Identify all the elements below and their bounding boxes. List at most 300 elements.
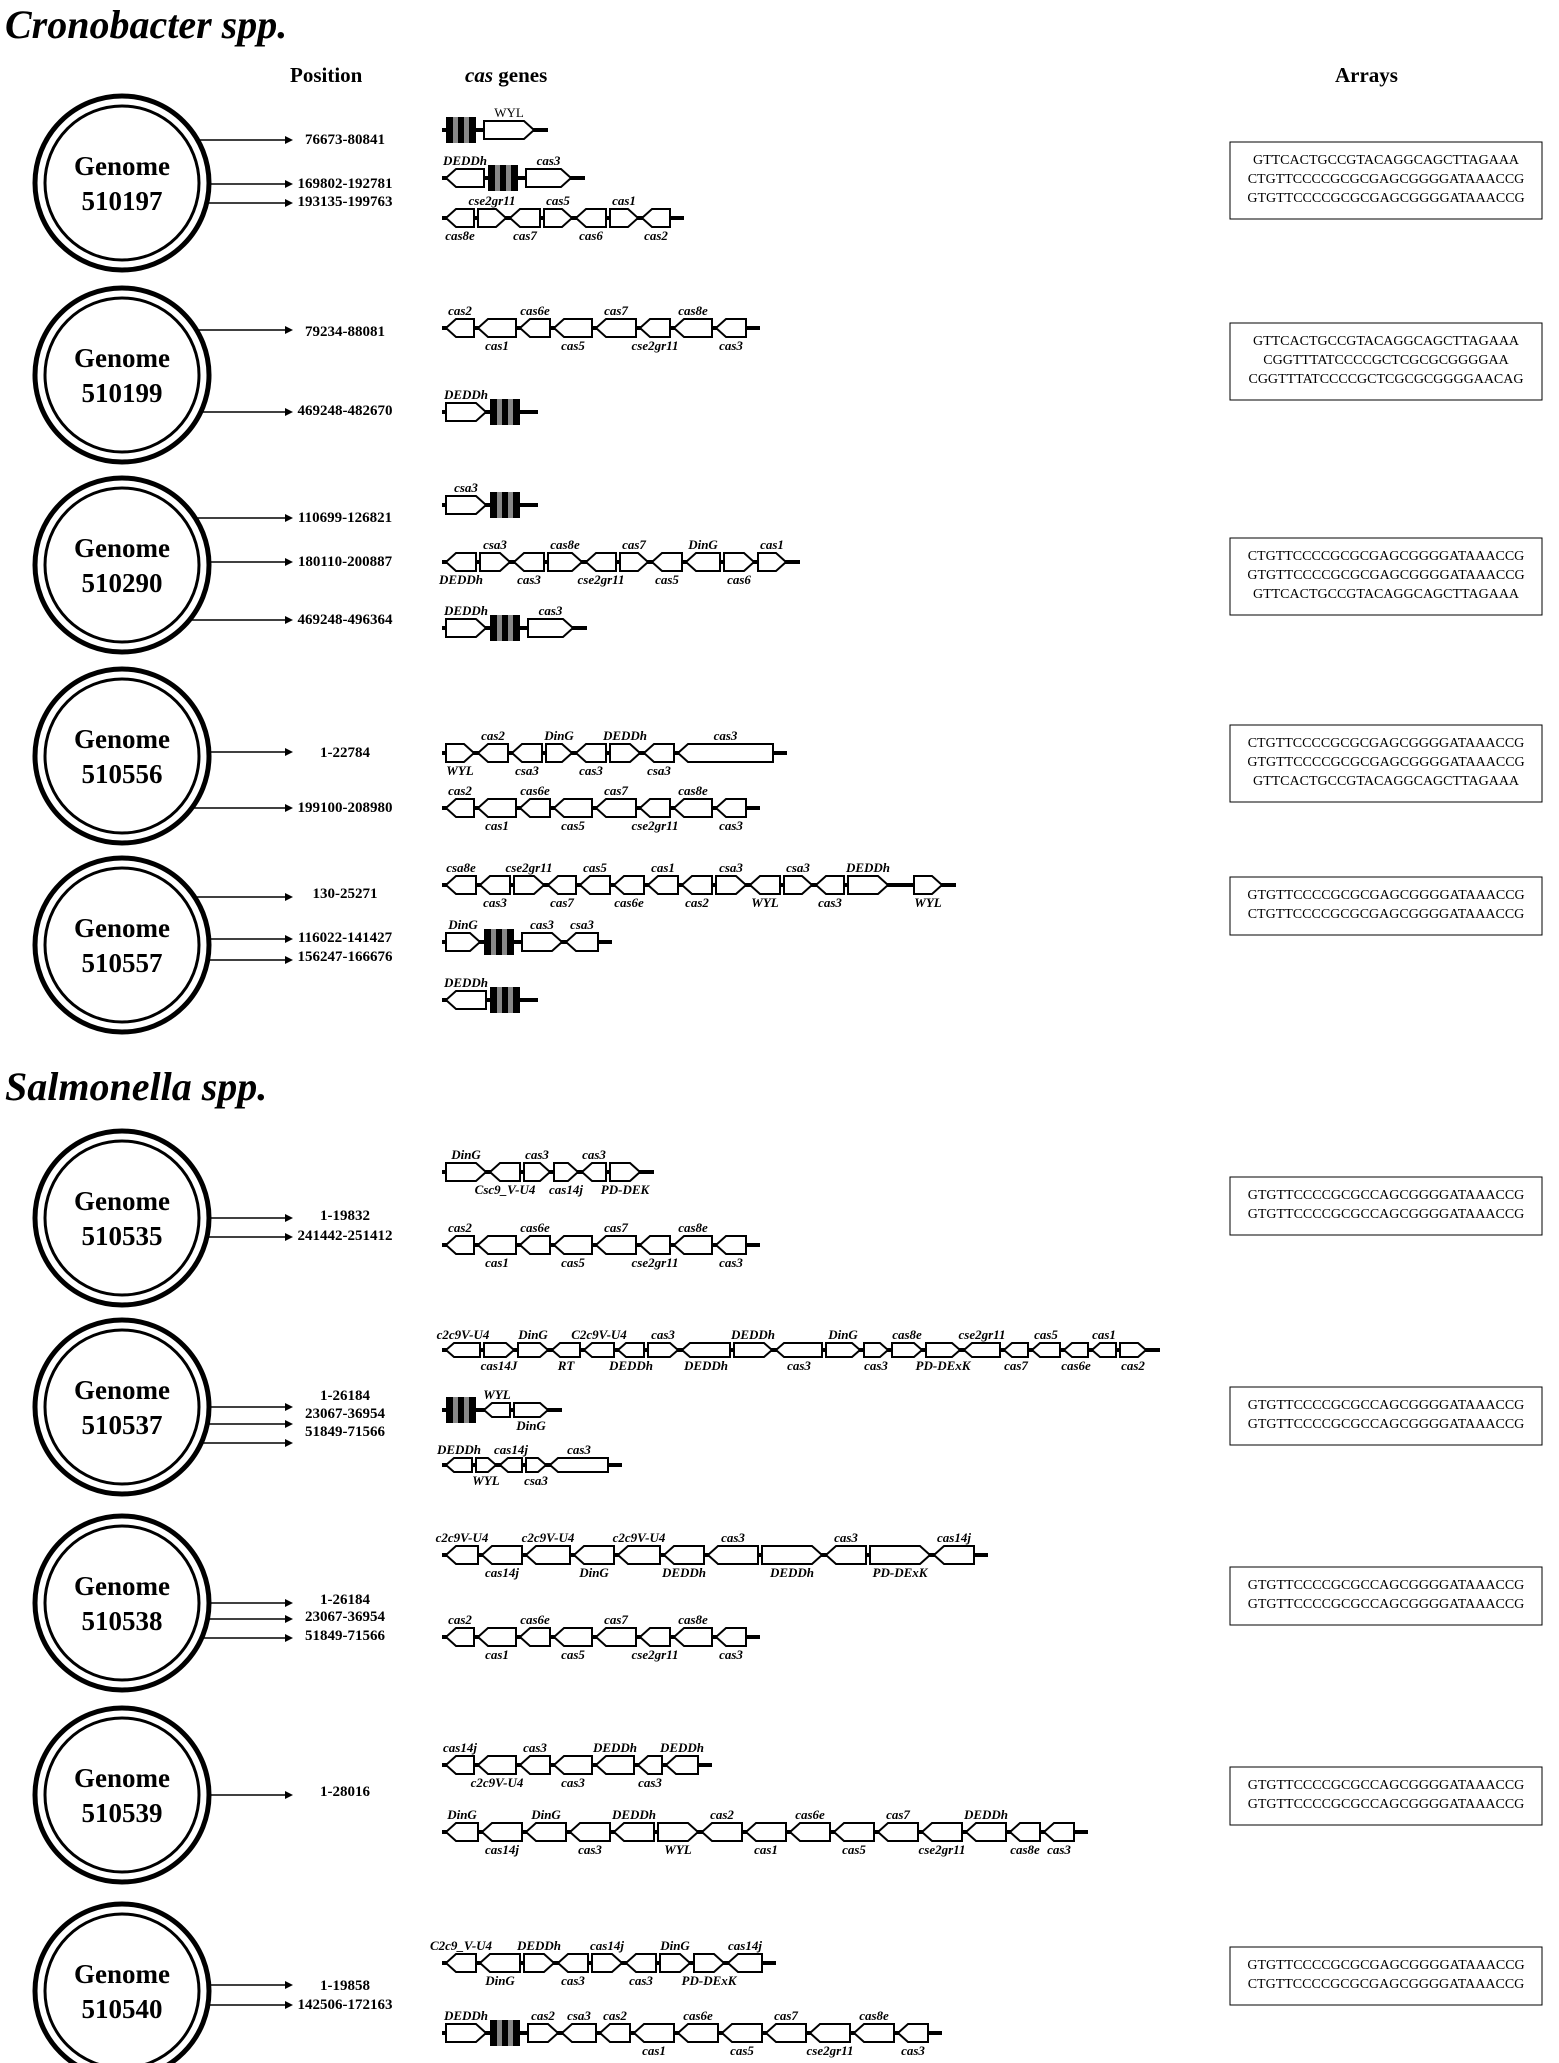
genome-510539-operon-1-gene-3-arrow <box>570 1823 610 1841</box>
genome-510537-operon-0-gene-11-arrow <box>864 1343 888 1357</box>
genome-510539-label: Genome <box>74 1763 170 1793</box>
genome-510539-operon-1-gene-11-arrow <box>922 1823 962 1841</box>
genome-510537-operon-2-gene-4-arrow <box>550 1458 608 1472</box>
genome-510537-operon-0-gene-0-label: c2c9V-U4 <box>436 1327 490 1342</box>
genome-510199 <box>35 288 1542 462</box>
genome-510538-operon-0-gene-9-arrow <box>870 1546 930 1564</box>
genome-510556-operon-1-gene-0-arrow <box>446 799 474 817</box>
genome-510199-operon-0-gene-3-arrow <box>554 319 592 337</box>
genome-510539-operon-1 <box>442 1807 1088 1857</box>
genome-510539-operon-1-gene-6-label: cas2 <box>710 1807 734 1822</box>
genome-510537-operon-0-gene-16-arrow <box>1032 1343 1060 1357</box>
genome-510557-label: Genome <box>74 913 170 943</box>
genome-510538-operon-1-gene-6-label: cas8e <box>678 1612 708 1627</box>
genome-510537-operon-0-gene-19-label: cas2 <box>1121 1358 1145 1373</box>
genome-510537-operon-0-gene-16-label: cas5 <box>1034 1327 1058 1342</box>
genome-510197-operon-0-array-0-block <box>446 117 476 143</box>
genome-510557-operon-1-gene-2-arrow <box>522 933 562 951</box>
genome-510199-operon-1 <box>442 387 538 425</box>
genome-510535-operon-0-gene-1-label: Csc9_V-U4 <box>474 1182 536 1197</box>
genome-510290-operon-0-array-1-spacer-1 <box>497 492 502 518</box>
genome-510199-operon-0 <box>442 303 760 353</box>
genome-510537-operon-0-gene-12-arrow <box>892 1343 922 1357</box>
genome-510556-position-arrowhead-1 <box>285 804 293 812</box>
genome-510535-position-arrowhead-0 <box>285 1214 293 1222</box>
genome-510538-operon-0-gene-0-label: c2c9V-U4 <box>435 1530 489 1545</box>
genome-510557-operon-1-gene-2-label: cas3 <box>530 917 554 932</box>
genome-510535-operon-0-gene-5-arrow <box>610 1163 640 1181</box>
genome-510537-operon-0-gene-13-label: PD-DExK <box>915 1358 971 1373</box>
genome-510535-position-arrowhead-1 <box>285 1233 293 1241</box>
genome-510538-operon-0-gene-10-label: cas14j <box>937 1530 971 1545</box>
genome-510540-operon-1-gene-9-arrow <box>810 2024 850 2042</box>
genome-510539-operon-0 <box>442 1740 712 1790</box>
genome-510537-operon-0-gene-8-label: DEDDh <box>730 1327 776 1342</box>
genome-510540-operon-0-gene-4-arrow <box>592 1954 622 1972</box>
genome-510538-operon-0-gene-3-label: DinG <box>579 1565 609 1580</box>
genome-510537-operon-0-gene-1-arrow <box>484 1343 514 1357</box>
genome-510539-operon-1-gene-7-arrow <box>746 1823 786 1841</box>
genome-510540-operon-1-gene-9-label: cse2gr11 <box>806 2043 854 2058</box>
genome-510539-operon-0-gene-6-label: DEDDh <box>659 1740 705 1755</box>
genome-510199-id: 510199 <box>81 378 163 408</box>
genome-510197-position-1: 169802-192781 <box>297 176 393 192</box>
genome-510199-position-0: 79234-88081 <box>305 324 385 340</box>
genome-510290-operon-2-gene-2-arrow <box>528 619 573 637</box>
genome-510290-operon-0-array-1-spacer-2 <box>508 492 513 518</box>
genome-510540-operon-1 <box>442 2008 942 2058</box>
genome-510537-operon-1-array-0-spacer-2 <box>464 1397 469 1423</box>
genome-510197-operon-2-gene-1-label: cse2gr11 <box>468 193 516 208</box>
genome-510537-operon-2-gene-1-label: WYL <box>472 1473 500 1488</box>
genome-510290-operon-1-gene-0-arrow <box>446 553 476 571</box>
genome-510290-operon-0-gene-0-label: csa3 <box>454 480 478 495</box>
genome-510537-ring-outer <box>35 1320 209 1494</box>
genome-510556-operon-0-gene-7-arrow <box>678 744 773 762</box>
genome-510290-ring-outer <box>35 478 209 652</box>
genome-510556-array-1: GTGTTCCCCGCGCGAGCGGGGATAAACCG <box>1247 755 1525 770</box>
genome-510290-operon-2 <box>442 603 587 641</box>
genome-510557-operon-0-gene-3-label: cas7 <box>550 895 574 910</box>
genome-510535-id: 510535 <box>81 1221 163 1251</box>
genome-510535-ring-inner <box>45 1141 199 1295</box>
genome-510537-operon-2-gene-2-arrow <box>500 1458 522 1472</box>
genome-510539-operon-1-gene-5-arrow <box>658 1823 698 1841</box>
genome-510535-operon-1-gene-3-label: cas5 <box>561 1255 585 1270</box>
genome-510539-operon-0-gene-0-arrow <box>446 1756 474 1774</box>
genome-510537-ring-inner <box>45 1330 199 1484</box>
genome-510557-position-1: 116022-141427 <box>297 930 393 946</box>
genome-510197-position-arrowhead-0 <box>285 136 293 144</box>
genome-510290-operon-2-gene-0-label: DEDDh <box>443 603 489 618</box>
genome-510539-operon-1-gene-10-arrow <box>878 1823 918 1841</box>
genome-510538-operon-0-gene-8-arrow <box>826 1546 866 1564</box>
genome-510539-operon-1-gene-13-label: cas8e <box>1010 1842 1040 1857</box>
genome-510540-operon-1-gene-8-arrow <box>766 2024 806 2042</box>
genome-510537-operon-1-gene-1-arrow <box>484 1403 510 1417</box>
genome-510556-position-0: 1-22784 <box>320 745 370 761</box>
genome-510197-operon-1-array-1-block <box>488 165 518 191</box>
genome-510557-operon-0-gene-8-label: csa3 <box>719 860 743 875</box>
genome-510290 <box>35 478 1542 652</box>
genome-510199-position-1: 469248-482670 <box>297 403 393 419</box>
genome-510290-operon-1-gene-5-label: cas7 <box>622 537 646 552</box>
genome-510537-operon-0-gene-0-arrow <box>446 1343 480 1357</box>
genome-510556-operon-0-gene-6-label: csa3 <box>647 763 671 778</box>
genome-510197-id: 510197 <box>81 186 163 216</box>
genome-510197-array-1: CTGTTCCCCGCGCGAGCGGGGATAAACCG <box>1247 172 1525 187</box>
genome-510540-position-1: 142506-172163 <box>297 1997 393 2013</box>
genome-510537-operon-0-gene-18-label: cas1 <box>1092 1327 1116 1342</box>
genome-510538-operon-0-gene-6-label: cas3 <box>721 1530 745 1545</box>
genome-510535-arrays-box <box>1230 1177 1542 1235</box>
genome-510557-operon-0-gene-10-label: csa3 <box>786 860 810 875</box>
genome-510556-operon-1-gene-1-arrow <box>478 799 516 817</box>
genome-510556-operon-1 <box>442 783 760 833</box>
genome-510557-arrays-box <box>1230 877 1542 935</box>
genome-510537-operon-0-gene-7-arrow <box>682 1343 730 1357</box>
genome-510197-operon-0-array-0-spacer-2 <box>464 117 469 143</box>
genome-510540-operon-0-gene-0-arrow <box>446 1954 476 1972</box>
genome-510538-array-0: GTGTTCCCCGCGCCAGCGGGGATAAACCG <box>1247 1578 1525 1593</box>
genome-510539-operon-1-gene-13-arrow <box>1010 1823 1040 1841</box>
genome-510539-operon-1-gene-14-label: cas3 <box>1047 1842 1071 1857</box>
genome-510556-operon-1-gene-5-label: cse2gr11 <box>631 818 679 833</box>
genome-510290-operon-2-array-1-block <box>490 615 520 641</box>
genome-510538-id: 510538 <box>81 1606 163 1636</box>
genome-510537-operon-1-array-0-block <box>446 1397 476 1423</box>
genome-510539-operon-1-gene-14-arrow <box>1044 1823 1074 1841</box>
genome-510539-operon-1-gene-0-arrow <box>446 1823 478 1841</box>
genome-510290-array-1: GTGTTCCCCGCGCGAGCGGGGATAAACCG <box>1247 568 1525 583</box>
genome-510557-operon-0-gene-9-arrow <box>750 876 780 894</box>
genome-510197-operon-1-gene-0-arrow <box>446 169 484 187</box>
genome-510199-operon-0-gene-1-label: cas1 <box>485 338 509 353</box>
genome-510197-operon-2-gene-2-arrow <box>510 209 540 227</box>
genome-510537-operon-0-gene-18-arrow <box>1092 1343 1116 1357</box>
genome-510539-operon-1-gene-9-label: cas5 <box>842 1842 866 1857</box>
genome-510540-operon-1-gene-11-arrow <box>898 2024 928 2042</box>
genome-510290-label: Genome <box>74 533 170 563</box>
genome-510538-operon-1-gene-7-label: cas3 <box>719 1647 743 1662</box>
genome-510557-operon-2-array-1-block <box>490 987 520 1013</box>
genome-510290-operon-1-gene-8-label: cas6 <box>727 572 751 587</box>
genome-510539-operon-0-gene-2-label: cas3 <box>523 1740 547 1755</box>
genome-510556-array-0: CTGTTCCCCGCGCGAGCGGGGATAAACCG <box>1247 736 1525 751</box>
genome-510557-position-2: 156247-166676 <box>297 949 393 965</box>
genome-510557-operon-0-gene-7-label: cas2 <box>685 895 709 910</box>
genome-510290-operon-0-gene-0-arrow <box>446 496 486 514</box>
genome-510539-operon-1-gene-2-arrow <box>526 1823 566 1841</box>
genome-510538-array-1: GTGTTCCCCGCGCCAGCGGGGATAAACCG <box>1247 1597 1525 1612</box>
genome-510290-operon-0 <box>442 480 538 518</box>
genome-510535-ring-outer <box>35 1131 209 1305</box>
genome-510539-operon-1-gene-0-label: DinG <box>447 1807 477 1822</box>
genome-510199-operon-1-gene-0-label: DEDDh <box>443 387 489 402</box>
genome-510199-operon-0-gene-3-label: cas5 <box>561 338 585 353</box>
genome-510540-operon-1-gene-8-label: cas7 <box>774 2008 798 2023</box>
genome-510538-operon-1-gene-3-arrow <box>554 1628 592 1646</box>
genome-510197-operon-2 <box>442 193 684 243</box>
genome-510197-operon-2-gene-0-label: cas8e <box>445 228 475 243</box>
genome-510199-operon-0-gene-6-label: cas8e <box>678 303 708 318</box>
genome-510557-operon-1 <box>442 917 612 955</box>
genome-510557-position-arrowhead-1 <box>285 935 293 943</box>
genome-510539-operon-0-gene-2-arrow <box>520 1756 550 1774</box>
genome-510556-operon-0-gene-7-label: cas3 <box>713 728 738 743</box>
genome-510557-operon-0-gene-3-arrow <box>548 876 576 894</box>
genome-510290-position-arrowhead-0 <box>285 514 293 522</box>
genome-510197-ring-outer <box>35 96 209 270</box>
genome-510539-operon-1-gene-6-arrow <box>702 1823 742 1841</box>
genome-510540-operon-1-gene-10-label: cas8e <box>859 2008 889 2023</box>
genome-510535-operon-1-gene-7-label: cas3 <box>719 1255 743 1270</box>
genome-510290-operon-2-array-1-spacer-1 <box>497 615 502 641</box>
genome-510537-operon-0-gene-11-label: cas3 <box>864 1358 888 1373</box>
genome-510557-operon-0-gene-5-arrow <box>614 876 644 894</box>
genome-510557-operon-0-gene-12-arrow <box>848 876 888 894</box>
genome-510199-position-arrowhead-0 <box>285 326 293 334</box>
genome-510538-operon-1-gene-1-label: cas1 <box>485 1647 509 1662</box>
genome-510538-operon-1-gene-6-arrow <box>674 1628 712 1646</box>
genome-510535-operon-1-gene-2-arrow <box>520 1236 550 1254</box>
genome-510537-operon-0-gene-7-label: DEDDh <box>683 1358 729 1373</box>
genome-510537-operon-0-gene-12-label: cas8e <box>892 1327 922 1342</box>
genome-510535-operon-1 <box>442 1220 760 1270</box>
genome-510535-operon-0-gene-0-label: DinG <box>451 1147 481 1162</box>
genome-510199-array-1: CGGTTTATCCCCGCTCGCGCGGGGAA <box>1263 353 1509 368</box>
genome-510557-position-arrowhead-0 <box>285 893 293 901</box>
genome-510539-operon-1-gene-8-arrow <box>790 1823 830 1841</box>
genome-510539-operon-0-gene-4-arrow <box>596 1756 634 1774</box>
genome-510557-operon-0 <box>442 860 956 910</box>
genome-510197-position-arrowhead-1 <box>285 180 293 188</box>
genome-510557 <box>35 858 1542 1032</box>
genome-510539-operon-1-gene-3-label: cas3 <box>578 1842 602 1857</box>
genome-510537-operon-1-gene-2-label: DinG <box>516 1418 546 1433</box>
genome-510199-operon-0-gene-5-label: cse2gr11 <box>631 338 679 353</box>
genome-510540-operon-0-gene-3-label: cas3 <box>561 1973 585 1988</box>
genome-510556-operon-0-gene-3-arrow <box>546 744 572 762</box>
genome-510556-operon-1-gene-7-label: cas3 <box>719 818 743 833</box>
genome-510557-operon-0-gene-2-arrow <box>514 876 544 894</box>
genome-510290-id: 510290 <box>81 568 163 598</box>
genome-510290-operon-1-gene-2-arrow <box>514 553 544 571</box>
genome-510538-operon-1-gene-3-label: cas5 <box>561 1647 585 1662</box>
genome-510199-operon-0-gene-4-label: cas7 <box>604 303 628 318</box>
genome-510557-ring-inner <box>45 868 199 1022</box>
genome-510197-label: Genome <box>74 151 170 181</box>
genome-510197-operon-1-gene-2-label: cas3 <box>536 153 561 168</box>
genome-510537-operon-0-gene-17-label: cas6e <box>1061 1358 1091 1373</box>
genome-510537-label: Genome <box>74 1375 170 1405</box>
genome-510540-position-0: 1-19858 <box>320 1978 370 1994</box>
genome-510537-position-2: 51849-71566 <box>305 1424 385 1440</box>
genome-510540-operon-0-gene-3-arrow <box>558 1954 588 1972</box>
genome-510535-operon-1-gene-1-label: cas1 <box>485 1255 509 1270</box>
genome-510538-operon-0-gene-4-label: c2c9V-U4 <box>612 1530 666 1545</box>
genome-510557-operon-0-gene-11-label: cas3 <box>818 895 842 910</box>
genome-510540-operon-1-gene-3-label: csa3 <box>567 2008 591 2023</box>
column-header-position: Position <box>290 63 363 87</box>
genome-510537-operon-2-gene-0-label: DEDDh <box>436 1442 482 1457</box>
genome-510539-ring-outer <box>35 1708 209 1882</box>
genome-510557-operon-2-gene-0-arrow <box>446 991 486 1009</box>
genome-510199-ring-outer <box>35 288 209 462</box>
genome-510290-operon-2-gene-2-label: cas3 <box>538 603 563 618</box>
genome-510540-operon-0-gene-2-arrow <box>524 1954 554 1972</box>
genome-510290-position-0: 110699-126821 <box>297 510 393 526</box>
genome-510197-operon-1-array-1-spacer-2 <box>506 165 511 191</box>
genome-510540-operon-1-gene-6-label: cas6e <box>683 2008 713 2023</box>
genome-510537-operon-2-gene-3-arrow <box>526 1458 546 1472</box>
genome-510557-operon-0-gene-0-arrow <box>446 876 476 894</box>
genome-510557-position-0: 130-25271 <box>312 886 378 902</box>
genome-510537-operon-2-gene-4-label: cas3 <box>567 1442 591 1457</box>
genome-510539-operon-0-gene-3-arrow <box>554 1756 592 1774</box>
genome-510537-operon-1 <box>442 1387 562 1433</box>
genome-510540-operon-0-gene-2-label: DEDDh <box>516 1938 562 1953</box>
genome-510538-operon-0-gene-5-label: DEDDh <box>661 1565 707 1580</box>
genome-510540-label: Genome <box>74 1959 170 1989</box>
genome-510197-operon-1-gene-0-label: DEDDh <box>442 153 488 168</box>
genome-510539-array-1: GTGTTCCCCGCGCCAGCGGGGATAAACCG <box>1247 1797 1525 1812</box>
genome-510199-operon-0-gene-5-arrow <box>640 319 670 337</box>
genome-510539-operon-0-gene-6-arrow <box>666 1756 698 1774</box>
genome-510535-operon-0-gene-3-label: cas14j <box>549 1182 583 1197</box>
genome-510537-position-arrowhead-1 <box>285 1420 293 1428</box>
genome-510197-ring-inner <box>45 106 199 260</box>
genome-510537-operon-0-gene-10-label: DinG <box>828 1327 858 1342</box>
genome-510197-position-0: 76673-80841 <box>305 132 385 148</box>
genome-510290-position-arrowhead-1 <box>285 558 293 566</box>
genome-510540-operon-1-gene-7-arrow <box>722 2024 762 2042</box>
column-header-genes: genes <box>493 63 548 87</box>
genome-510556-operon-1-gene-2-label: cas6e <box>520 783 550 798</box>
genome-510557-operon-0-gene-11-arrow <box>816 876 844 894</box>
genome-510557-operon-0-gene-4-label: cas5 <box>583 860 607 875</box>
genome-510557-operon-0-gene-0-label: csa8e <box>446 860 476 875</box>
genome-510556-operon-1-gene-4-label: cas7 <box>604 783 628 798</box>
genome-510539-operon-1-gene-7-label: cas1 <box>754 1842 778 1857</box>
genome-510535-position-1: 241442-251412 <box>297 1228 393 1244</box>
genome-510538-operon-0-gene-4-arrow <box>618 1546 660 1564</box>
genome-510290-position-1: 180110-200887 <box>297 554 393 570</box>
genome-510197-array-2: GTGTTCCCCGCGCGAGCGGGGATAAACCG <box>1247 191 1525 206</box>
genome-510535-operon-0 <box>442 1147 654 1197</box>
genome-510538-operon-1-gene-7-arrow <box>716 1628 746 1646</box>
genome-510556-ring-inner <box>45 679 199 833</box>
genome-510290-operon-1-gene-6-arrow <box>652 553 682 571</box>
genome-510556-operon-1-gene-6-label: cas8e <box>678 783 708 798</box>
section-title-cronobacter: Cronobacter spp. <box>5 2 288 47</box>
genome-510540-array-0: GTGTTCCCCGCGCGAGCGGGGATAAACCG <box>1247 1958 1525 1973</box>
genome-510537-operon-0-gene-4-label: C2c9V-U4 <box>571 1327 627 1342</box>
genome-510197-operon-2-gene-1-arrow <box>478 209 506 227</box>
genome-510540-position-arrowhead-1 <box>285 2001 293 2009</box>
genome-510540-operon-1-gene-3-arrow <box>562 2024 596 2042</box>
genome-510537-operon-1-gene-2-arrow <box>514 1403 548 1417</box>
genome-510539-operon-1-gene-10-label: cas7 <box>886 1807 910 1822</box>
genome-510199-operon-0-gene-1-arrow <box>478 319 516 337</box>
genome-510537-operon-1-gene-1-label: WYL <box>483 1387 511 1402</box>
genome-510537-operon-0-gene-8-arrow <box>734 1343 772 1357</box>
genome-510538-position-arrowhead-1 <box>285 1615 293 1623</box>
genome-510290-operon-1-gene-8-arrow <box>724 553 754 571</box>
genome-510199-operon-0-gene-2-label: cas6e <box>520 303 550 318</box>
genome-510290-operon-1-gene-1-arrow <box>480 553 510 571</box>
genome-510540-operon-1-gene-4-label: cas2 <box>603 2008 627 2023</box>
genome-510556-position-1: 199100-208980 <box>297 800 393 816</box>
genome-510290-array-2: GTTCACTGCCGTACAGGCAGCTTAGAAA <box>1252 587 1520 602</box>
genome-510540-operon-1-gene-5-arrow <box>634 2024 674 2042</box>
genome-510537-operon-2-gene-2-label: cas14j <box>494 1442 528 1457</box>
genome-510557-operon-0-gene-8-arrow <box>716 876 746 894</box>
genome-510197-operon-1-gene-2-arrow <box>526 169 571 187</box>
genome-510540-operon-1-gene-7-label: cas5 <box>730 2043 754 2058</box>
genome-510538-position-1: 23067-36954 <box>305 1609 385 1625</box>
genome-510557-operon-0-gene-6-arrow <box>648 876 678 894</box>
genome-510197-operon-0-gene-1-arrow <box>484 121 534 139</box>
genome-510540-operon-1-gene-2-label: cas2 <box>531 2008 555 2023</box>
genome-510540-operon-0-gene-6-label: DinG <box>660 1938 690 1953</box>
genome-510539-operon-1-gene-4-arrow <box>614 1823 654 1841</box>
genome-510539-operon-0-gene-5-label: cas3 <box>638 1775 662 1790</box>
genome-510290-operon-2-array-1-spacer-2 <box>508 615 513 641</box>
genome-510557-operon-1-gene-3-label: csa3 <box>570 917 594 932</box>
genome-510290-ring-inner <box>45 488 199 642</box>
genome-510540-operon-1-gene-0-label: DEDDh <box>443 2008 489 2023</box>
genome-510199-operon-0-gene-7-label: cas3 <box>719 338 743 353</box>
genome-510290-position-2: 469248-496364 <box>297 612 393 628</box>
genome-510539-operon-0-gene-3-label: cas3 <box>561 1775 585 1790</box>
genome-510538-operon-0-gene-8-label: cas3 <box>834 1530 858 1545</box>
genome-510539-id: 510539 <box>81 1798 163 1828</box>
genome-510556-operon-1-gene-6-arrow <box>674 799 712 817</box>
genome-510199-operon-1-array-1-block <box>490 399 520 425</box>
genome-510197-operon-2-gene-6-arrow <box>642 209 670 227</box>
genome-510197-operon-2-gene-0-arrow <box>446 209 474 227</box>
genome-510537-operon-0-gene-14-arrow <box>964 1343 1000 1357</box>
genome-510537-operon-0-gene-13-arrow <box>926 1343 960 1357</box>
genome-510557-operon-0-gene-14-label: WYL <box>914 895 942 910</box>
genome-510556-operon-1-gene-3-label: cas5 <box>561 818 585 833</box>
genome-510539-position-arrowhead-0 <box>285 1791 293 1799</box>
genome-510538-position-2: 51849-71566 <box>305 1628 385 1644</box>
genome-510538-operon-0-gene-9-label: PD-DExK <box>872 1565 928 1580</box>
genome-510538-arrays-box <box>1230 1567 1542 1625</box>
genome-510537-operon-0 <box>437 1327 1160 1373</box>
genome-510537-operon-1-array-0-spacer-1 <box>453 1397 458 1423</box>
column-header-arrays: Arrays <box>1335 63 1398 87</box>
genome-510556 <box>35 669 1542 843</box>
genome-510535-operon-0-gene-0-arrow <box>446 1163 486 1181</box>
genome-510540 <box>35 1904 1542 2063</box>
genome-510539-operon-1-gene-4-label: DEDDh <box>611 1807 657 1822</box>
genome-510557-id: 510557 <box>81 948 163 978</box>
genome-510556-operon-0-gene-2-label: csa3 <box>515 763 539 778</box>
genome-510537-operon-0-gene-9-label: cas3 <box>787 1358 811 1373</box>
genome-510538-operon-1-gene-4-arrow <box>596 1628 636 1646</box>
genome-510197-operon-0 <box>442 105 548 143</box>
genome-510540-operon-0-gene-8-arrow <box>728 1954 762 1972</box>
genome-510537-operon-0-gene-3-label: RT <box>557 1358 575 1373</box>
genome-510538-label: Genome <box>74 1571 170 1601</box>
genome-510556-operon-0-gene-5-arrow <box>610 744 640 762</box>
genome-510199-operon-0-gene-6-arrow <box>674 319 712 337</box>
genome-510197-operon-2-gene-3-arrow <box>544 209 572 227</box>
genome-510539-operon-1-gene-9-arrow <box>834 1823 874 1841</box>
